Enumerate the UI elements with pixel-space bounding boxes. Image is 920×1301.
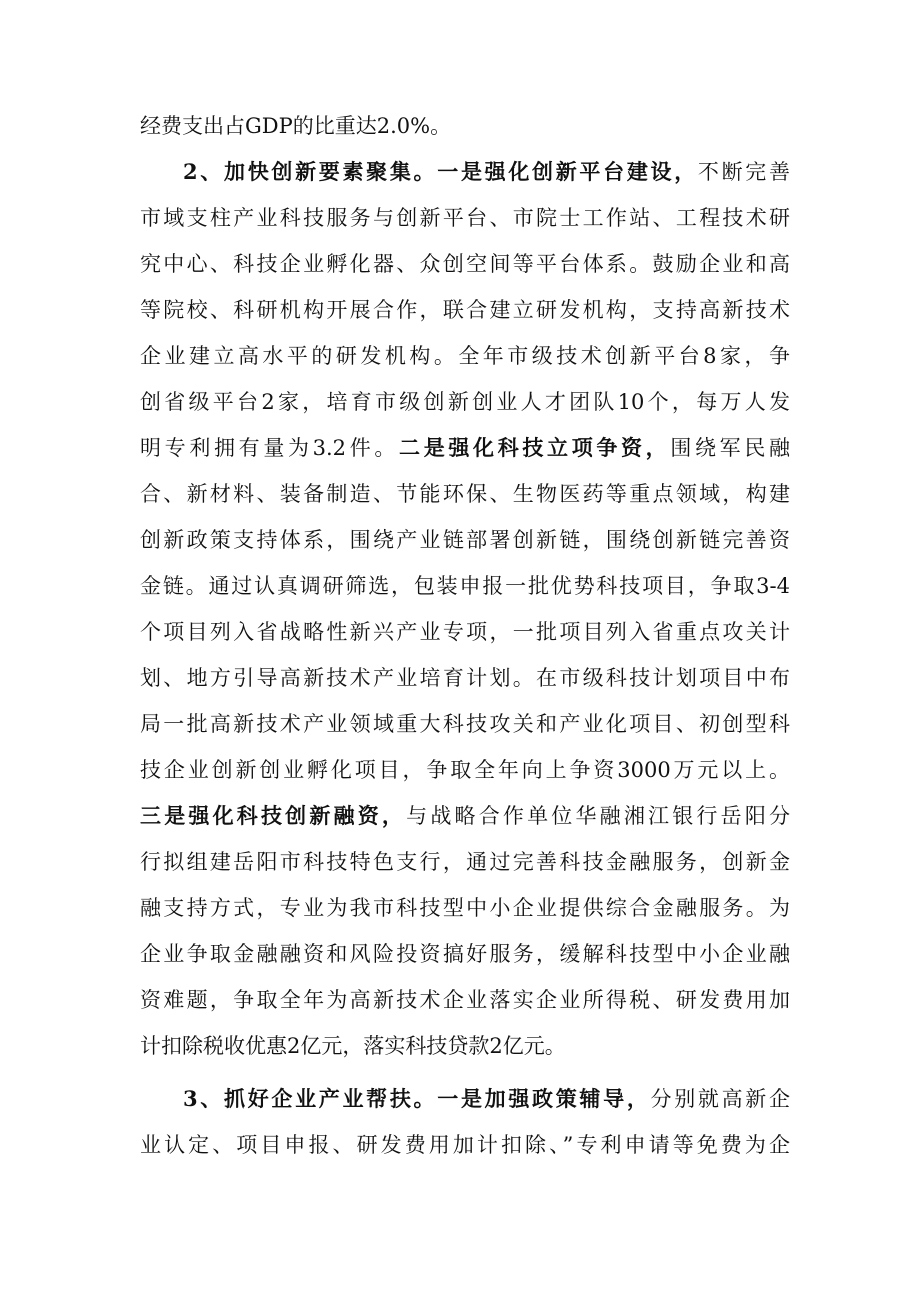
bold-heading: 二是强化科技立项争资， (399, 435, 671, 460)
text-line: 个项目列入省战略性新兴产业专项，一批项目列入省重点攻关计 (140, 620, 790, 644)
text-line: 明专利拥有量为3.2件。二是强化科技立项争资，围绕军民融 (140, 435, 790, 460)
text-line: 三是强化科技创新融资，与战略合作单位华融湘江银行岳阳分 (140, 803, 790, 828)
bold-heading: 三是强化科技创新融资， (140, 803, 407, 828)
text-line: 融支持方式，专业为我市科技型中小企业提供综合金融服务。为 (140, 896, 790, 920)
text-line: 金链。通过认真调研筛选，包装申报一批优势科技项目，争取3-4 (140, 574, 790, 598)
paragraph-2-heading-line: 2、加快创新要素聚集。一是强化创新平台建设，不断完善 (183, 159, 790, 184)
text-line: 划、地方引导高新技术产业培育计划。在市级科技计划项目中布 (140, 666, 790, 690)
text-line: 技企业创新创业孵化项目，争取全年向上争资3000万元以上。 (140, 758, 790, 782)
paragraph-3-heading-line: 3、抓好企业产业帮扶。一是加强政策辅导，分别就高新企 (183, 1086, 790, 1111)
bold-heading: 3、抓好企业产业帮扶。一是加强政策辅导， (183, 1086, 651, 1111)
text-line: 资难题，争取全年为高新技术企业落实企业所得税、研发费用加 (140, 988, 790, 1012)
text-line: 市域支柱产业科技服务与创新平台、市院士工作站、工程技术研 (140, 206, 790, 230)
text-line: 行拟组建岳阳市科技特色支行，通过完善科技金融服务，创新金 (140, 850, 790, 874)
text-line: 经费支出占GDP的比重达2.0%。 (140, 114, 452, 138)
text-line: 创省级平台2家，培育市级创新创业人才团队10个，每万人发 (140, 390, 790, 414)
text-line: 创新政策支持体系，围绕产业链部署创新链，围绕创新链完善资 (140, 528, 790, 552)
text-line: 业认定、项目申报、研发费用加计扣除、”专利申请等免费为企 (140, 1133, 790, 1157)
text-line: 企业建立高水平的研发机构。全年市级技术创新平台8家，争 (140, 344, 790, 368)
text-line: 计扣除税收优惠2亿元，落实科技贷款2亿元。 (140, 1034, 566, 1058)
text-line: 合、新材料、装备制造、节能环保、生物医药等重点领域，构建 (140, 482, 790, 506)
text-line: 企业争取金融融资和风险投资搞好服务，缓解科技型中小企业融 (140, 942, 790, 966)
text-line: 究中心、科技企业孵化器、众创空间等平台体系。鼓励企业和高 (140, 252, 790, 276)
text-line: 局一批高新技术产业领域重大科技攻关和产业化项目、初创型科 (140, 712, 790, 736)
bold-heading: 2、加快创新要素聚集。一是强化创新平台建设， (183, 159, 698, 184)
text-line: 等院校、科研机构开展合作，联合建立研发机构，支持高新技术 (140, 298, 790, 322)
